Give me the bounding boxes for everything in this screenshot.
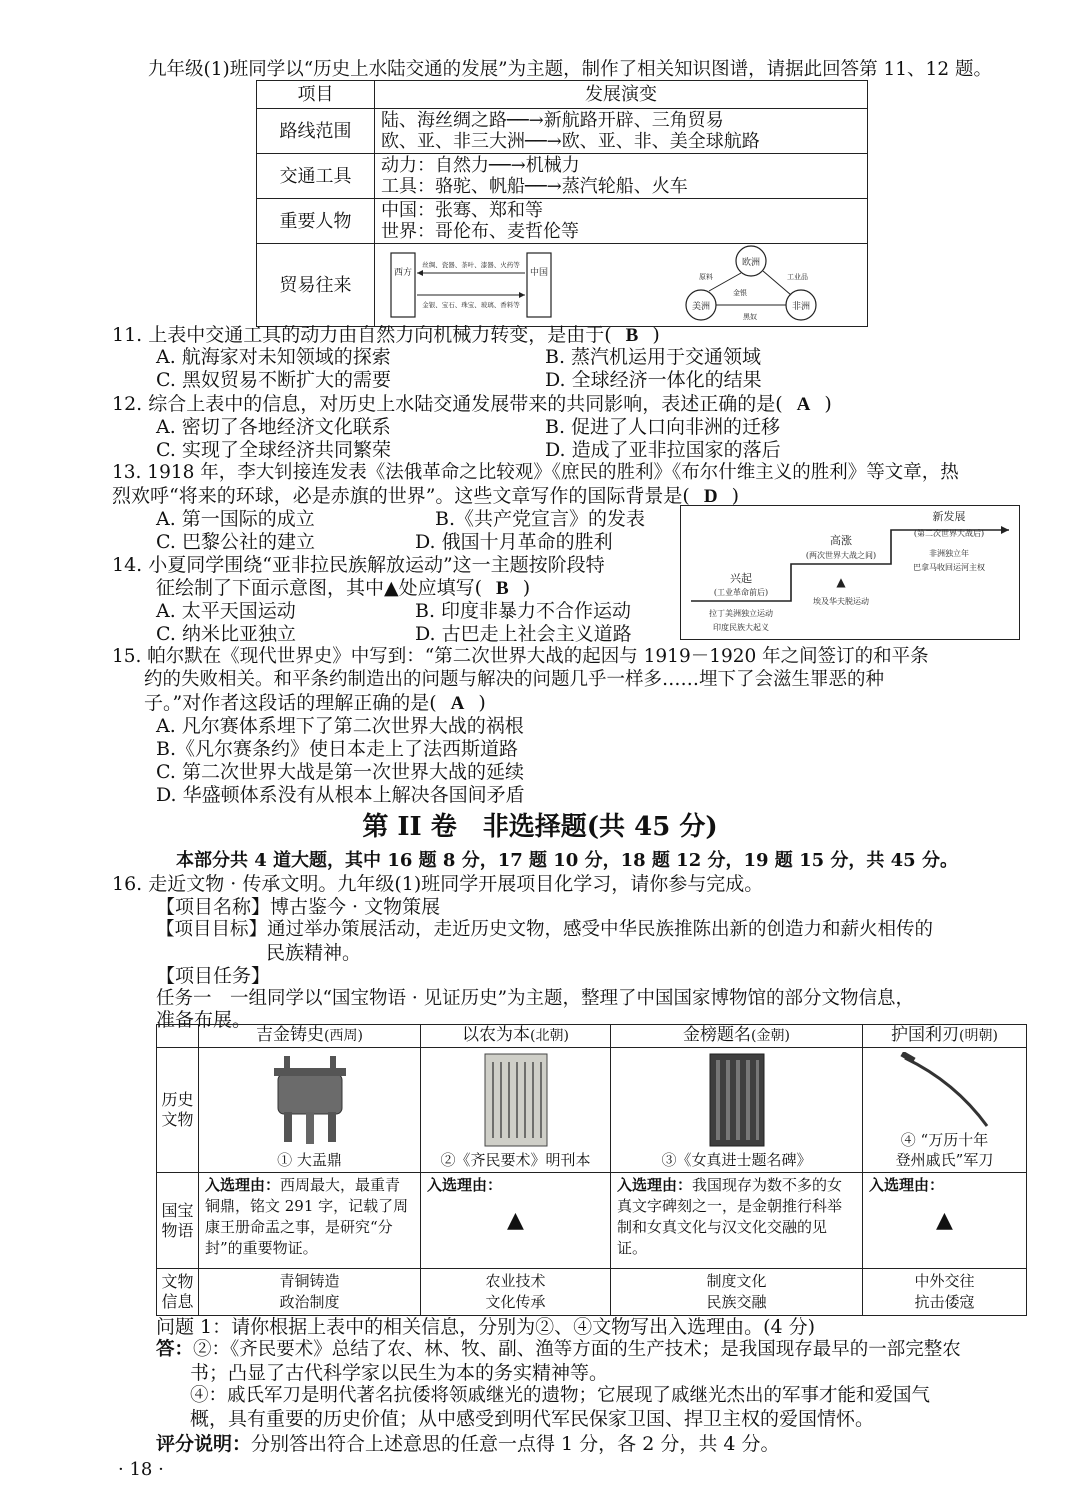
row-label: 重要人物 bbox=[257, 199, 375, 244]
scoring-line bbox=[156, 1432, 780, 1456]
intro-text: 九年级(1)班同学以“历史上水陆交通的发展”为主题，制作了相关知识图谱，请据此回答第 11、12 题。 bbox=[148, 59, 992, 80]
reason-cell bbox=[199, 1173, 421, 1269]
option-b: B. 印度非暴力不合作运动 bbox=[415, 600, 632, 622]
west-box bbox=[391, 253, 415, 317]
col-item-header: 项目 bbox=[257, 81, 375, 109]
trade-diagram-svg bbox=[381, 245, 861, 325]
info-line: 农业技术 bbox=[485, 1272, 546, 1290]
reason-text: 我国现存为数不多的女真文字碑刻之一，是金朝推行科举制和女真文化与汉文化交融的见证。 bbox=[617, 1176, 843, 1257]
option-b: B. 促进了人口向非洲的迁移 bbox=[545, 416, 781, 438]
col-title: 以农为本 bbox=[462, 1025, 531, 1045]
question-16-title: 16. 走近文物 · 传承文明。九年级(1)班同学开展项目化学习，请你参与完成。 bbox=[112, 873, 764, 895]
option-c: C. 实现了全球经济共同繁荣 bbox=[156, 439, 391, 461]
col-era: (明朝) bbox=[959, 1028, 998, 1044]
row-content bbox=[375, 154, 868, 199]
stem-text: 11. 上表中交通工具的动力由自然力向机械力转变，是由于( bbox=[112, 324, 612, 346]
stem-text: 烈欢呼“将来的环球，必是赤旗的世界”。这些文章写作的国际背景是( bbox=[112, 485, 690, 507]
paren-close: ) bbox=[731, 485, 739, 507]
option-d: D. 古巴走上社会主义道路 bbox=[415, 623, 632, 645]
corner-cell bbox=[157, 1025, 199, 1048]
answer-line4: 概，具有重要的历史价值；从中感受到明代军民保家卫国、捍卫主权的爱国情怀。 bbox=[190, 1408, 875, 1430]
artifact-cell bbox=[611, 1048, 863, 1173]
artifact-caption: 登州戚氏”军刀 bbox=[895, 1151, 994, 1169]
content-line: 陆、海丝绸之路──→新航路开辟、三角贸易 bbox=[381, 110, 724, 131]
question-13-line2 bbox=[112, 484, 739, 509]
row-label: 交通工具 bbox=[257, 154, 375, 199]
answer-text: ②：《齐民要术》总结了农、林、牧、副、渔等方面的生产技术；是我国现存最早的一部完整农 bbox=[193, 1339, 961, 1360]
paren-close: ) bbox=[652, 324, 660, 346]
info-line: 文化传承 bbox=[485, 1293, 546, 1311]
col-era: (北朝) bbox=[530, 1028, 569, 1044]
section-desc: 本部分共 4 道大题，其中 16 题 8 分，17 题 10 分，18 题 12 分，19 题 15 分，共 45 分。 bbox=[176, 850, 958, 871]
project-goal-line1: 【项目目标】通过举办策展活动，走近历史文物，感受中华民族推陈出新的创造力和薪火相传的 bbox=[156, 919, 934, 940]
america-label: 美洲 bbox=[691, 302, 711, 312]
project-goal-line2: 民族精神。 bbox=[266, 942, 362, 964]
question-14-line2 bbox=[156, 576, 530, 601]
option-a: A. 第一国际的成立 bbox=[156, 508, 315, 530]
paren-close: ) bbox=[522, 577, 531, 599]
artifact-caption: ③《女真进士题名碑》 bbox=[661, 1151, 812, 1169]
row-label: 路线范围 bbox=[257, 109, 375, 154]
reason-text: 西周最大，最重青铜鼎，铭文 291 字，记载了周康王册命盂之事，是研究“分封”的重要物证。 bbox=[205, 1176, 409, 1257]
stage1-event: 拉丁美洲独立运动 bbox=[709, 609, 773, 618]
stage1-title: 兴起 bbox=[730, 572, 752, 585]
option-a: A. 太平天国运动 bbox=[156, 600, 296, 622]
goods-label: 工业品 bbox=[787, 273, 808, 281]
sword-icon bbox=[895, 1052, 995, 1132]
stage1-event: 印度民族大起义 bbox=[713, 623, 769, 632]
col-dev-header: 发展演变 bbox=[375, 81, 868, 109]
answer-mark: A bbox=[450, 693, 465, 714]
knowledge-map-table bbox=[256, 80, 868, 327]
option-a: A. 航海家对未知领域的探索 bbox=[156, 346, 391, 368]
europe-label: 欧洲 bbox=[741, 258, 761, 268]
blank-triangle: ▲ bbox=[936, 1208, 953, 1233]
option-b: B.《共产党宣言》的发表 bbox=[435, 508, 646, 530]
scoring-label: 评分说明： bbox=[156, 1433, 252, 1455]
info-line: 制度文化 bbox=[706, 1272, 767, 1290]
arrow-head bbox=[519, 292, 525, 298]
row-content bbox=[375, 199, 868, 244]
table-row bbox=[257, 109, 868, 154]
option-c: C. 纳米比亚独立 bbox=[156, 623, 296, 645]
artifact-table bbox=[156, 1024, 1027, 1316]
info-cell bbox=[421, 1269, 611, 1316]
question-15-line1: 15. 帕尔默在《现代世界史》中写到：“第二次世界大战的起因与 1919－1920 年之间签订的和平条 bbox=[112, 646, 929, 667]
row-content bbox=[375, 109, 868, 154]
scoring-text: 分别答出符合上述意思的任意一点得 1 分，各 2 分，共 4 分。 bbox=[251, 1433, 780, 1455]
answer-mark: B bbox=[625, 325, 639, 346]
project-name: 【项目名称】博古鉴今 · 文物策展 bbox=[156, 896, 441, 918]
info-cell bbox=[863, 1269, 1027, 1316]
artifact-cell bbox=[863, 1048, 1027, 1173]
option-c: C. 巴黎公社的建立 bbox=[156, 531, 315, 553]
reason-cell bbox=[421, 1173, 611, 1269]
stem-text: 征绘制了下面示意图，其中▲处应填写( bbox=[156, 577, 483, 599]
info-line: 青铜铸造 bbox=[279, 1272, 340, 1290]
answer-label: 答： bbox=[156, 1339, 194, 1360]
page-number: · 18 · bbox=[118, 1459, 164, 1480]
col-title: 护国利刃 bbox=[891, 1025, 960, 1045]
ding-icon bbox=[260, 1052, 360, 1148]
stage2-event: 埃及华夫脱运动 bbox=[813, 597, 869, 606]
row-label-info: 文物信息 bbox=[157, 1269, 199, 1316]
question-15-line3 bbox=[144, 691, 486, 716]
content-line: 世界：哥伦布、麦哲伦等 bbox=[381, 221, 579, 242]
content-line: 中国：张骞、郑和等 bbox=[381, 200, 543, 221]
china-box bbox=[527, 253, 551, 317]
row-label-artifact: 历史文物 bbox=[157, 1048, 199, 1173]
col-era: (金朝) bbox=[751, 1028, 790, 1044]
option-d: D. 全球经济一体化的结果 bbox=[545, 369, 762, 391]
option-b: B.《凡尔赛条约》使日本走上了法西斯道路 bbox=[156, 738, 519, 760]
option-c: C. 黑奴贸易不断扩大的需要 bbox=[156, 369, 391, 391]
artifact-caption: ① 大盂鼎 bbox=[277, 1151, 342, 1169]
stage1-sub: (工业革命前后) bbox=[713, 588, 769, 597]
blank-triangle: ▲ bbox=[507, 1208, 524, 1233]
goods-label: 原料 bbox=[699, 273, 713, 281]
africa-label: 非洲 bbox=[791, 302, 811, 312]
info-cell bbox=[199, 1269, 421, 1316]
stage3-event: 非洲独立年 bbox=[929, 549, 969, 558]
paren-close: ) bbox=[824, 393, 832, 415]
col-era: (西周) bbox=[324, 1028, 363, 1044]
book-page-icon bbox=[481, 1052, 551, 1148]
info-line: 抗击倭寇 bbox=[914, 1293, 975, 1311]
col-header bbox=[611, 1025, 863, 1048]
row-label-words: 国宝物语 bbox=[157, 1173, 199, 1269]
artifact-caption: ④ “万历十年 bbox=[900, 1131, 989, 1149]
answer-line1 bbox=[156, 1338, 961, 1362]
stele-icon bbox=[702, 1052, 772, 1148]
content-line: 欧、亚、非三大洲──→欧、亚、非、美全球航路 bbox=[381, 131, 760, 152]
artifact-cell bbox=[199, 1048, 421, 1173]
question-14-line1: 14. 小夏同学围绕“亚非拉民族解放运动”这一主题按阶段特 bbox=[112, 554, 605, 576]
option-a: A. 凡尔赛体系埋下了第二次世界大战的祸根 bbox=[156, 715, 524, 737]
answer-line3: ④：戚氏军刀是明代著名抗倭将领戚继光的遗物；它展现了戚继光杰出的军事才能和爱国气 bbox=[190, 1385, 931, 1406]
trade-diagram bbox=[375, 244, 868, 327]
table-row bbox=[257, 154, 868, 199]
col-title: 金榜题名 bbox=[683, 1025, 752, 1045]
question-15-line2: 约的失败相关。和平条约制造出的问题与解决的问题几乎一样多……埋下了会滋生罪恶的种 bbox=[144, 669, 885, 690]
option-c: C. 第二次世界大战是第一次世界大战的延续 bbox=[156, 761, 524, 783]
task1-line1: 任务一 一组同学以“国宝物语 · 见证历史”为主题，整理了中国国家博物馆的部分文物信息， bbox=[156, 988, 915, 1009]
option-d: D. 造成了亚非拉国家的落后 bbox=[545, 439, 781, 461]
answer-line2: 书；凸显了古代科学家以民生为本的务实精神等。 bbox=[190, 1362, 609, 1384]
timeline-svg bbox=[681, 506, 1019, 639]
stage2-sub: (两次世界大战之间) bbox=[805, 551, 877, 560]
answer-mark: B bbox=[496, 578, 509, 599]
stage3-sub: (第二次世界大战后) bbox=[913, 529, 985, 538]
blank-triangle: ▲ bbox=[836, 575, 846, 589]
col-header bbox=[199, 1025, 421, 1048]
china-label: 中国 bbox=[529, 268, 549, 278]
col-header bbox=[421, 1025, 611, 1048]
option-d: D. 俄国十月革命的胜利 bbox=[415, 531, 613, 553]
content-line: 工具：骆驼、帆船──→蒸汽轮船、火车 bbox=[381, 176, 688, 197]
arrow-head bbox=[417, 270, 423, 276]
paren-close: ) bbox=[478, 692, 486, 714]
info-cell bbox=[611, 1269, 863, 1316]
goods-label: 金银 bbox=[733, 289, 747, 297]
option-a: A. 密切了各地经济文化联系 bbox=[156, 416, 391, 438]
west-label: 西方 bbox=[393, 268, 413, 278]
stage2-title: 高涨 bbox=[830, 534, 852, 547]
option-b: B. 蒸汽机运用于交通领域 bbox=[545, 346, 762, 368]
reason-label: 入选理由： bbox=[427, 1176, 503, 1194]
info-line: 中外交往 bbox=[914, 1272, 975, 1290]
col-header bbox=[863, 1025, 1027, 1048]
reason-label: 入选理由： bbox=[617, 1176, 693, 1194]
reason-cell bbox=[611, 1173, 863, 1269]
reason-label: 入选理由： bbox=[205, 1176, 281, 1194]
info-line: 民族交融 bbox=[706, 1293, 767, 1311]
section-title: 第 II 卷 非选择题(共 45 分) bbox=[362, 812, 718, 842]
stem-text: 12. 综合上表中的信息，对历史上水陆交通发展带来的共同影响，表述正确的是( bbox=[112, 393, 783, 415]
project-task-label: 【项目任务】 bbox=[156, 965, 271, 987]
question-13-line1: 13. 1918 年，李大钊接连发表《法俄革命之比较观》《庶民的胜利》《布尔什维主义的胜利》等文章，热 bbox=[112, 462, 959, 483]
artifact-caption: ②《齐民要术》明刊本 bbox=[440, 1151, 591, 1169]
question-12-stem bbox=[112, 392, 832, 417]
bottom-goods-label: 金银、宝石、珠宝、玻璃、香料等 bbox=[422, 301, 520, 309]
question-1-line: 问题 1：请你根据上表中的相关信息，分别为②、④文物写出入选理由。(4 分) bbox=[156, 1316, 816, 1338]
option-d: D. 华盛顿体系没有从根本上解决各国间矛盾 bbox=[156, 784, 525, 806]
stem-text: 子。”对作者这段话的理解正确的是( bbox=[144, 692, 437, 714]
arrow-head bbox=[1001, 526, 1009, 534]
liberation-timeline bbox=[680, 505, 1020, 640]
reason-label: 入选理由： bbox=[869, 1176, 945, 1194]
col-title: 吉金铸史 bbox=[256, 1025, 325, 1045]
top-goods-label: 丝绸、瓷器、茶叶、漆器、火药等 bbox=[422, 261, 520, 269]
stage3-title: 新发展 bbox=[932, 510, 966, 523]
info-line: 政治制度 bbox=[279, 1293, 340, 1311]
answer-mark: D bbox=[703, 486, 718, 507]
answer-mark: A bbox=[796, 394, 811, 415]
row-label: 贸易往来 bbox=[257, 244, 375, 327]
task1-line2: 准备布展。 bbox=[156, 1009, 252, 1031]
content-line: 动力：自然力──→机械力 bbox=[381, 155, 580, 176]
artifact-cell bbox=[421, 1048, 611, 1173]
reason-cell bbox=[863, 1173, 1027, 1269]
table-row bbox=[257, 199, 868, 244]
table-row bbox=[257, 244, 868, 327]
goods-label: 黑奴 bbox=[743, 313, 757, 321]
stage3-event: 巴拿马收回运河主权 bbox=[913, 563, 985, 572]
